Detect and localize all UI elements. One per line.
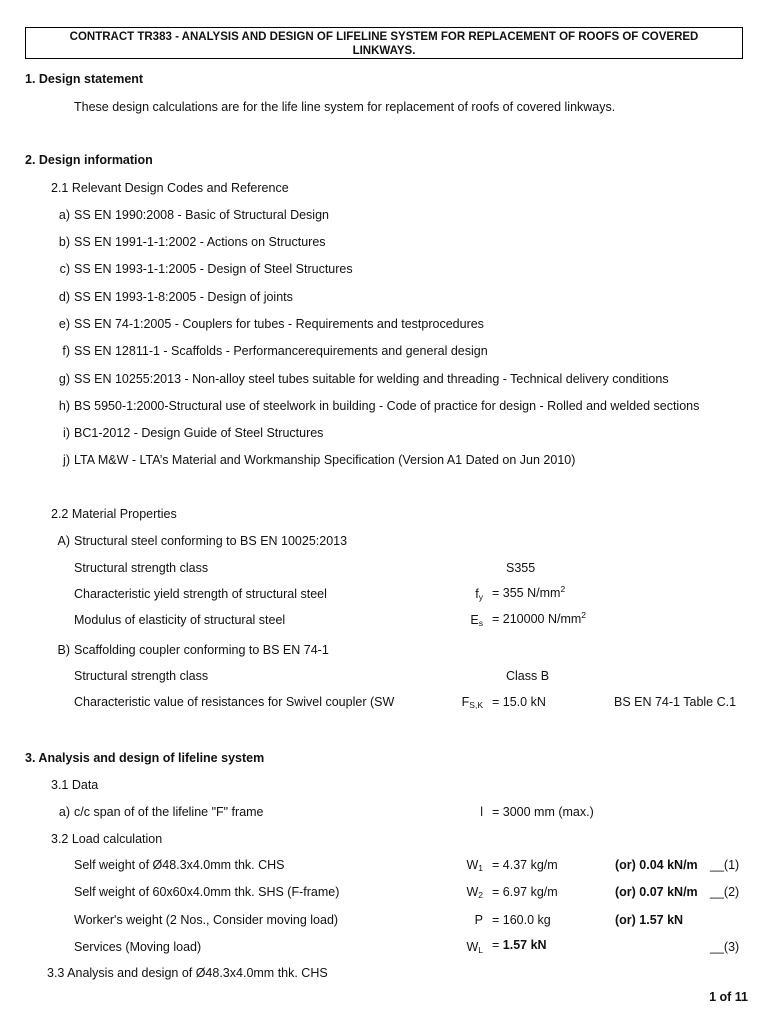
document-title-line-2: LINKWAYS. [352,45,416,57]
load-value: = 4.37 kg/m [492,858,558,872]
section-3-1-heading: 3.1 Data [51,778,99,792]
data-a-key: a) [58,805,70,819]
span-value: = 3000 mm (max.) [492,805,594,819]
code-text: SS EN 10255:2013 - Non-alloy steel tubes suitable for welding and threading - Technical delivery conditions [74,372,669,386]
code-key: h) [58,399,70,413]
section-3-2-heading: 3.2 Load calculation [51,832,163,846]
material-b-key: B) [57,643,70,657]
load-value: = 160.0 kg [492,913,551,927]
swivel-coupler-value: = 15.0 kN [492,695,546,709]
code-key: g) [58,372,70,386]
load-symbol: $W_1$ [466,858,483,873]
code-key: a) [58,208,70,222]
code-text: BS 5950-1:2000-Structural use of steelwork in building - Code of practice for design - Rolled and welded sections [74,399,700,413]
equation-number: __(1) [710,858,740,872]
code-key: e) [58,317,70,331]
code-text: SS EN 1993-1-1:2005 - Design of Steel Structures [74,262,353,276]
code-text: SS EN 1990:2008 - Basic of Structural Design [74,208,329,222]
code-key: f) [62,344,70,358]
section-2-2-heading: 2.2 Material Properties [51,507,177,521]
modulus-value: = 210000 $N/mm^2$ [492,610,587,626]
load-label: Self weight of Ø48.3x4.0mm thk. CHS [74,858,285,872]
yield-strength-value: = 355 $N/mm^2$ [492,584,566,600]
code-key: c) [59,262,70,276]
equation-number: __(2) [710,885,740,899]
swivel-coupler-label: Characteristic value of resistances for Swivel coupler (SW [74,695,395,709]
section-2-1-heading: 2.1 Relevant Design Codes and Reference [51,181,289,195]
swivel-coupler-reference: BS EN 74-1 Table C.1 [614,695,737,709]
code-key: i) [63,426,70,440]
load-symbol: $W_L$ [466,940,483,955]
strength-class-label: Structural strength class [74,561,209,575]
load-label: Worker's weight (2 Nos., Consider moving load) [74,913,339,927]
load-converted-value: (or) 0.04 kN/m [615,858,698,872]
code-text: LTA M&W - LTA’s Material and Workmanship Specification (Version A1 Dated on Jun 2010) [74,453,576,467]
load-symbol: P [474,913,483,927]
code-text: BC1-2012 - Design Guide of Steel Structures [74,426,324,440]
section-1-text: These design calculations are for the life line system for replacement of roofs of covered linkways. [74,100,616,114]
document-title-line-1: CONTRACT TR383 - ANALYSIS AND DESIGN OF LIFELINE SYSTEM FOR REPLACEMENT OF ROOFS OF COVERED [69,31,699,43]
code-text: SS EN 12811-1 - Scaffolds - Performancerequirements and general design [74,344,488,358]
section-1-heading: 1. Design statement [25,72,144,86]
load-symbol: $W_2$ [466,885,483,900]
strength-class-value: S355 [506,561,536,575]
section-2-heading: 2. Design information [25,153,153,167]
load-value: = 6.97 kg/m [492,885,558,899]
code-text: SS EN 74-1:2005 - Couplers for tubes - Requirements and testprocedures [74,317,484,331]
coupler-class-label: Structural strength class [74,669,209,683]
code-key: b) [58,235,70,249]
section-3-heading: 3. Analysis and design of lifeline system [25,751,265,765]
code-text: SS EN 1991-1-1:2002 - Actions on Structures [74,235,326,249]
material-b-heading: Scaffolding coupler conforming to BS EN 74-1 [74,643,329,657]
section-3-3-heading: 3.3 Analysis and design of Ø48.3x4.0mm thk. CHS [47,966,328,980]
load-label: Services (Moving load) [74,940,202,954]
span-symbol: l [480,805,483,819]
material-a-key: A) [57,534,70,548]
modulus-symbol: $E_s$ [470,613,483,628]
document-title-box [25,27,743,59]
coupler-class-value: Class B [506,669,550,683]
code-key: j) [63,453,70,467]
page-number: 1 of 11 [709,990,748,1004]
load-converted-value: (or) 1.57 kN [615,913,684,927]
load-label: Self weight of 60x60x4.0mm thk. SHS (F-frame) [74,885,340,899]
span-label: c/c span of of the lifeline "F" frame [74,805,264,819]
equation-number: __(3) [710,940,740,954]
load-converted-value: (or) 0.07 kN/m [615,885,698,899]
material-a-heading: Structural steel conforming to BS EN 10025:2013 [74,534,348,548]
swivel-coupler-symbol: $F_{S,K}$ [461,695,483,710]
load-value: = 1.57 kN [492,938,547,952]
code-key: d) [58,290,70,304]
yield-strength-symbol: $f_y$ [475,587,483,602]
modulus-label: Modulus of elasticity of structural steel [74,613,286,627]
code-text: SS EN 1993-1-8:2005 - Design of joints [74,290,293,304]
yield-strength-label: Characteristic yield strength of structural steel [74,587,327,601]
